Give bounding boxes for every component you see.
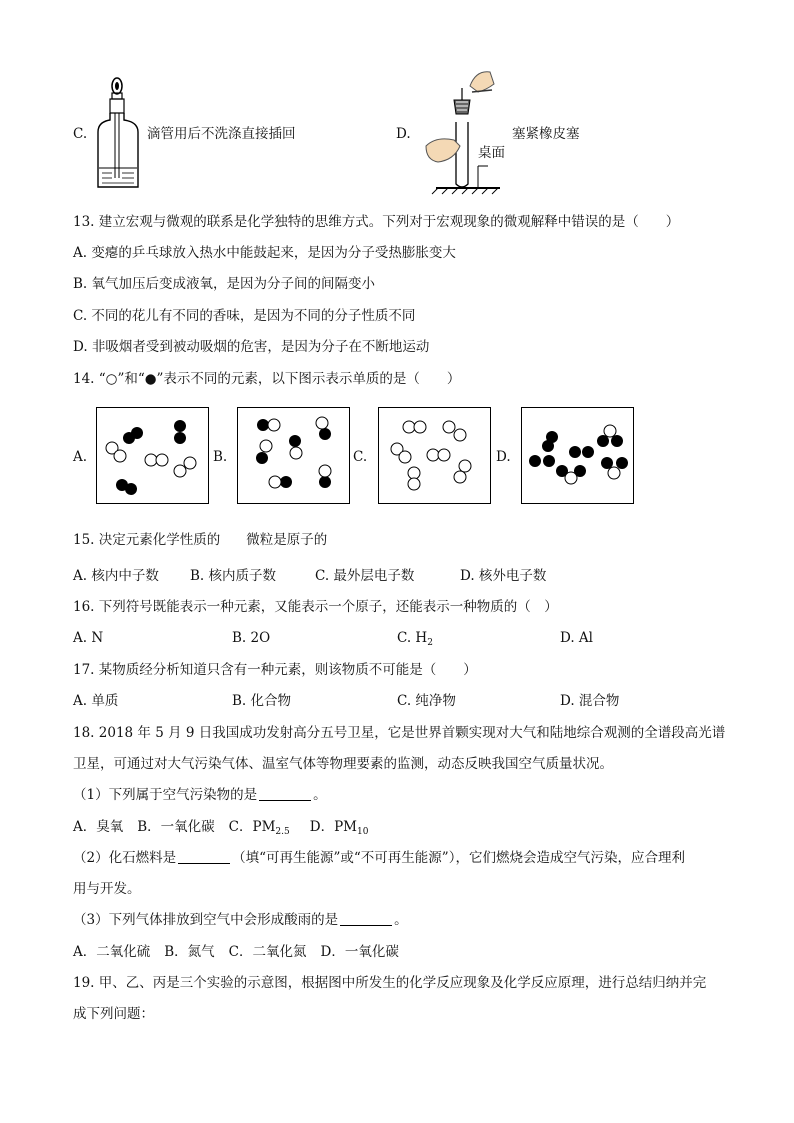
q16-stem: 16. 下列符号既能表示一种元素，又能表示一个原子，还能表示一种物质的（ ） (73, 599, 558, 615)
q15-stem (73, 530, 327, 550)
q16-option-c-subscript: 2 (427, 638, 433, 648)
q18-sub1-option-b: B．一氧化碳 (137, 819, 215, 835)
q16-option-c (397, 628, 433, 653)
q18-sub3-option-b: B．氮气 (164, 944, 215, 960)
q13-stem: 13. 建立宏观与微观的联系是化学独特的思维方式。下列对于宏观现象的微观解释中错误的是（ ） (73, 214, 680, 230)
q14-diagram-d (521, 407, 634, 504)
q18-sub1-text: （1）下列属于空气污染物的是 (73, 787, 258, 803)
q18-sub3-option-c: C．二氧化氮 (228, 944, 307, 960)
q19-stem-line2: 成下列问题： (73, 1006, 154, 1022)
q12-table-label: 桌面 (478, 145, 505, 161)
q18-sub1-option-d (310, 819, 369, 835)
q18-sub3-option-a: A．二氧化硫 (73, 944, 151, 960)
q18-stem-line1: 18. 2018 年 5 月 9 日我国成功发射高分五号卫星，它是世界首颗实现对大气和陆地综合观测的全谱段高光谱 (73, 725, 726, 741)
q18-sub3-options (73, 942, 399, 962)
q18-sub1-end: 。 (313, 787, 327, 803)
q12-option-c-text: 滴管用后不洗涤直接插回 (147, 126, 296, 142)
q12-option-c-letter: C. (73, 126, 88, 142)
test-tube-stopper-figure (418, 66, 518, 196)
q16-option-d: D. Al (560, 630, 593, 646)
q13-option-c: C. 不同的花儿有不同的香味，是因为不同的分子性质不同 (73, 308, 416, 324)
q18-sub1-option-d-sub: 10 (356, 827, 369, 837)
q18-sub2-blank[interactable] (178, 849, 230, 864)
dropper-bottle-figure (94, 72, 144, 190)
q18-sub3-option-d: D．一氧化碳 (320, 944, 399, 960)
q13-option-a: A. 变瘪的乒乓球放入热水中能鼓起来，是因为分子受热膨胀变大 (73, 245, 456, 261)
q18-sub1-option-c (229, 819, 290, 835)
q15-stem-part2: 微粒是原子的 (246, 532, 328, 548)
q17-option-d: D. 混合物 (560, 693, 620, 709)
q18-sub2-line2: 用与开发。 (73, 881, 141, 897)
q18-sub1-option-a: A．臭氧 (73, 819, 124, 835)
q14-label-d: D. (496, 449, 511, 465)
q15-stem-part1: 15. 决定元素化学性质的 (73, 532, 221, 548)
q14-diagram-b (237, 407, 350, 504)
q18-sub2 (73, 848, 685, 868)
q17-option-c: C. 纯净物 (397, 693, 456, 709)
q18-sub1-option-c-text: C．PM (228, 819, 276, 835)
q16-option-b: B. 2O (232, 630, 271, 646)
q14-label-b: B. (213, 449, 228, 465)
q18-sub3-text: （3）下列气体排放到空气中会形成酸雨的是 (73, 912, 339, 928)
q12-option-d-text: 塞紧橡皮塞 (512, 126, 580, 142)
q18-stem-line2: 卫星，可通过对大气污染气体、温室气体等物理要素的监测，动态反映我国空气质量状况。 (73, 756, 613, 772)
q17-stem: 17. 某物质经分析知道只含有一种元素，则该物质不可能是（ ） (73, 662, 477, 678)
q14-diagram-c (378, 407, 491, 504)
q15-option-d: D. 核外电子数 (460, 568, 547, 584)
q18-sub1-option-c-sub: 2.5 (275, 827, 290, 837)
q15-option-a: A. 核内中子数 (73, 568, 159, 584)
q13-option-d: D. 非吸烟者受到被动吸烟的危害，是因为分子在不断地运动 (73, 339, 430, 355)
q18-sub1 (73, 785, 327, 805)
q16-option-a: A. N (73, 630, 104, 646)
q12-option-d-letter: D. (396, 126, 411, 142)
q17-option-a: A. 单质 (73, 693, 119, 709)
q18-sub3 (73, 910, 408, 930)
q18-sub2-rest: （填“可再生能源”或“不可再生能源”），它们燃烧会造成空气污染，应合理利 (232, 850, 685, 866)
q14-label-c: C. (353, 449, 368, 465)
q18-sub3-blank[interactable] (340, 911, 392, 926)
q18-sub1-blank[interactable] (259, 786, 311, 801)
q14-stem: 14. “○”和“●”表示不同的元素，以下图示表示单质的是（ ） (73, 371, 461, 387)
q13-option-b: B. 氧气加压后变成液氧，是因为分子间的间隔变小 (73, 276, 376, 292)
q17-option-b: B. 化合物 (232, 693, 292, 709)
q16-option-c-text: C. H (397, 630, 428, 646)
q18-sub3-end: 。 (394, 912, 408, 928)
q15-option-b: B. 核内质子数 (190, 568, 277, 584)
q18-sub1-option-d-text: D．PM (309, 819, 357, 835)
q18-sub1-options (73, 817, 368, 842)
q15-option-c: C. 最外层电子数 (315, 568, 415, 584)
q14-diagram-a (96, 407, 209, 504)
q14-label-a: A. (73, 449, 88, 465)
q18-sub2-text: （2）化石燃料是 (73, 850, 177, 866)
q19-stem-line1: 19. 甲、乙、丙是三个实验的示意图，根据图中所发生的化学反应现象及化学反应原理，进行总结归纳并完 (73, 975, 707, 991)
